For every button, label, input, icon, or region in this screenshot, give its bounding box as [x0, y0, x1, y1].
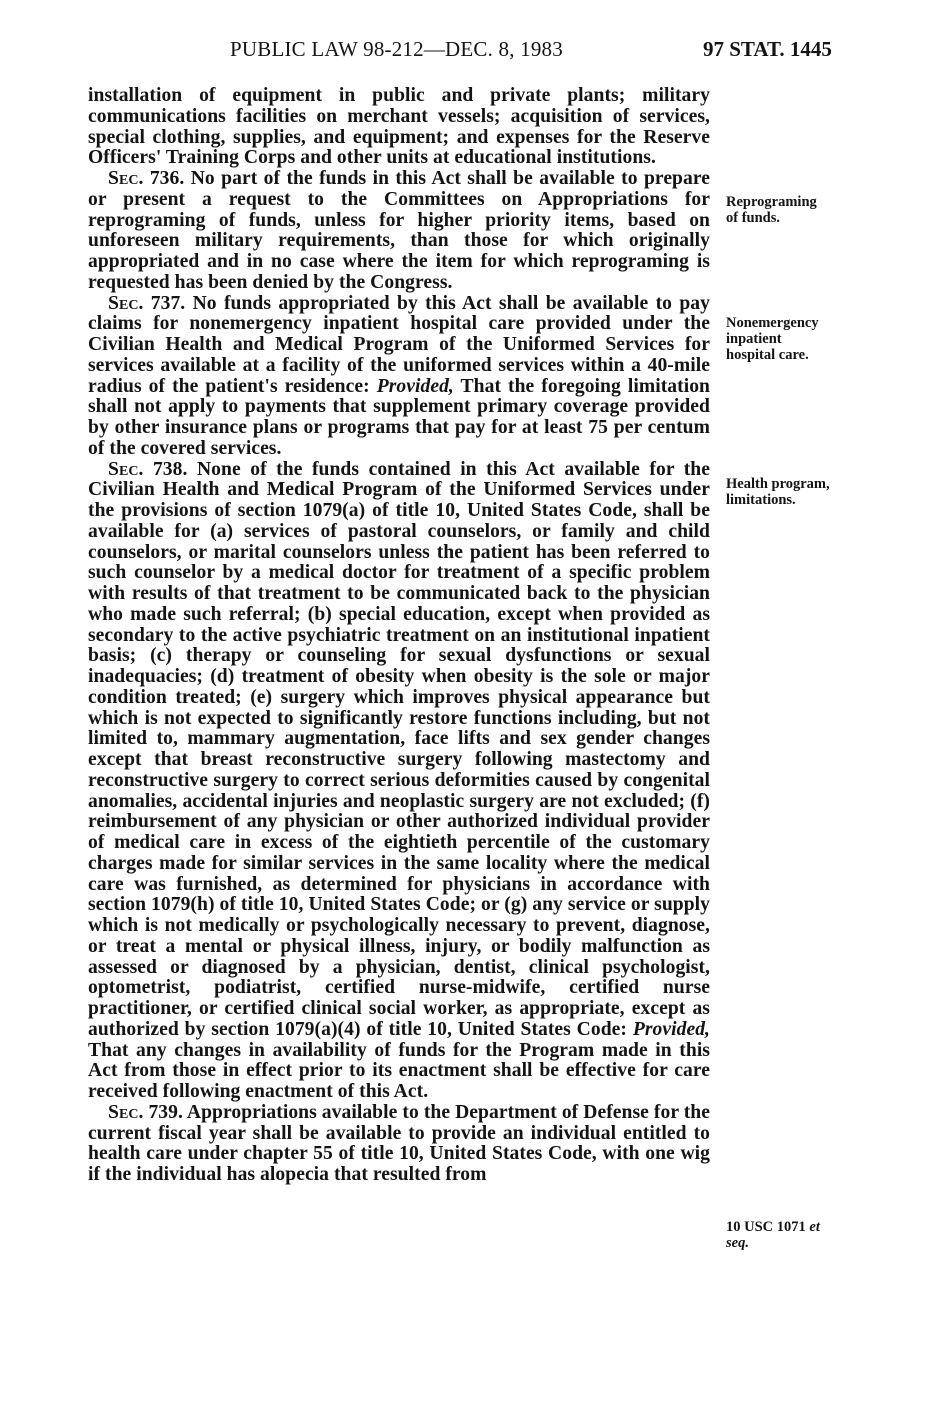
section-label: Sec. 739. — [108, 1101, 183, 1123]
usc-seq: seq. — [726, 1235, 749, 1251]
section-739 — [88, 1103, 710, 1186]
section-text: No funds appropriated by this Act shall be available to pay claims for nonemergency inpatient hospital care provided under the Civilian Health and Medical Program of the Uniformed Services for services available at a facility of the uniformed services within a 40-mile radius of the patient's residence: — [88, 292, 710, 397]
margin-note-line: hospital care. — [726, 347, 809, 363]
margin-note-line — [726, 1219, 866, 1235]
provided-clause: Provided, — [632, 1018, 710, 1040]
usc-et: et — [809, 1219, 820, 1235]
continuation-paragraph: installation of equipment in public and private plants; military communications facilities on merchant vessels; acquisition of services, special clothing, supplies, and equipment; and expenses for the Reserve Officers' Training Corps and other units at educational institutions. — [88, 85, 710, 169]
section-label: Sec. 738. — [108, 458, 188, 480]
margin-note-nonemergency — [726, 315, 866, 363]
section-736 — [88, 169, 710, 294]
margin-note-line: Reprograming — [726, 194, 817, 210]
section-737 — [88, 294, 710, 460]
section-text-continued: That any changes in availability of funds for the Program made in this Act from those in effect prior to its enactment shall be effective for care received following enactment of this Act. — [88, 1039, 710, 1102]
margin-note-line: inpatient — [726, 331, 782, 347]
section-text: Appropriations available to the Department of Defense for the current fiscal year shall be available to provide an individual entitled to health care under chapter 55 of title 10, United States Code, with one wig if the individual has alopecia that resulted from — [88, 1101, 710, 1185]
running-head-citation: 97 STAT. 1445 — [703, 37, 832, 61]
section-label: Sec. 736. — [108, 168, 185, 189]
margin-note-reprograming — [726, 194, 866, 226]
usc-citation: 10 USC 1071 — [726, 1219, 806, 1235]
section-738 — [88, 460, 710, 1103]
section-text-continued: That the foregoing limitation shall not apply to payments that supplement primary coverage provided by other insurance plans or programs that pay for at least 75 per centum of the covered services. — [88, 375, 710, 459]
section-text: None of the funds contained in this Act available for the Civilian Health and Medical Program of the Uniformed Services under the provisions of section 1079(a) of title 10, United States Code, shall be available for (a) services of pastoral counselors, or family and child counselors, or marital counselors unless the patient has been referred to such counselor by a medical doctor for treatment of a specific problem with results of that treatment to be communicated back to the physician who made such referral; (b) special education, except when provided as secondary to the active psychiatric treatment on an institutional inpatient basis; (c) therapy or counseling for sexual dysfunctions or sexual inadequacies; (d) treatment of obesity when obesity is the sole or major condition treated; (e) surgery which improves physical appearance but which is not expected to significantly restore functions including, but not limited to, mammary augmentation, face lifts and sex gender changes except that breast reconstructive surgery following mastectomy and reconstructive surgery to correct serious deformities caused by congenital anomalies, accidental injuries and neoplastic surgery are not excluded; (f) reimbursement of any physician or other authorized individual provider of medical care in excess of the eightieth percentile of the customary charges made for similar services in the same locality where the medical care was furnished, as determined for physicians in accordance with section 1079(h) of title 10, United States Code; or (g) any service or supply which is not medically or psychologically necessary to prevent, diagnose, or treat a mental or physical illness, injury, or bodily malfunction as assessed or diagnosed by a physician, dentist, clinical psychologist, optometrist, podiatrist, certified nurse-midwife, certified nurse practitioner, or certified clinical social worker, as appropriate, except as authorized by section 1079(a)(4) of title 10, United States Code: — [88, 458, 710, 1040]
running-head-title: PUBLIC LAW 98-212—DEC. 8, 1983 — [230, 37, 563, 61]
section-text: No part of the funds in this Act shall be available to prepare or present a request to the Committees on Appropriations for reprograming of funds, unless for higher priority items, based on unforeseen military requirements, than those for which originally appropriated and in no case where the item for which reprograming is requested has been denied by the Congress. — [88, 168, 710, 293]
margin-note-line: limitations. — [726, 492, 796, 508]
section-label: Sec. 737. — [108, 292, 186, 314]
margin-note-line: of funds. — [726, 210, 780, 226]
provided-clause: Provided, — [376, 375, 454, 397]
body-text — [88, 86, 710, 1186]
margin-note-usc-reference — [726, 1219, 866, 1251]
margin-note-line: Nonemergency — [726, 315, 819, 331]
margin-note-health-program — [726, 476, 866, 508]
margin-note-line: Health program, — [726, 476, 830, 492]
